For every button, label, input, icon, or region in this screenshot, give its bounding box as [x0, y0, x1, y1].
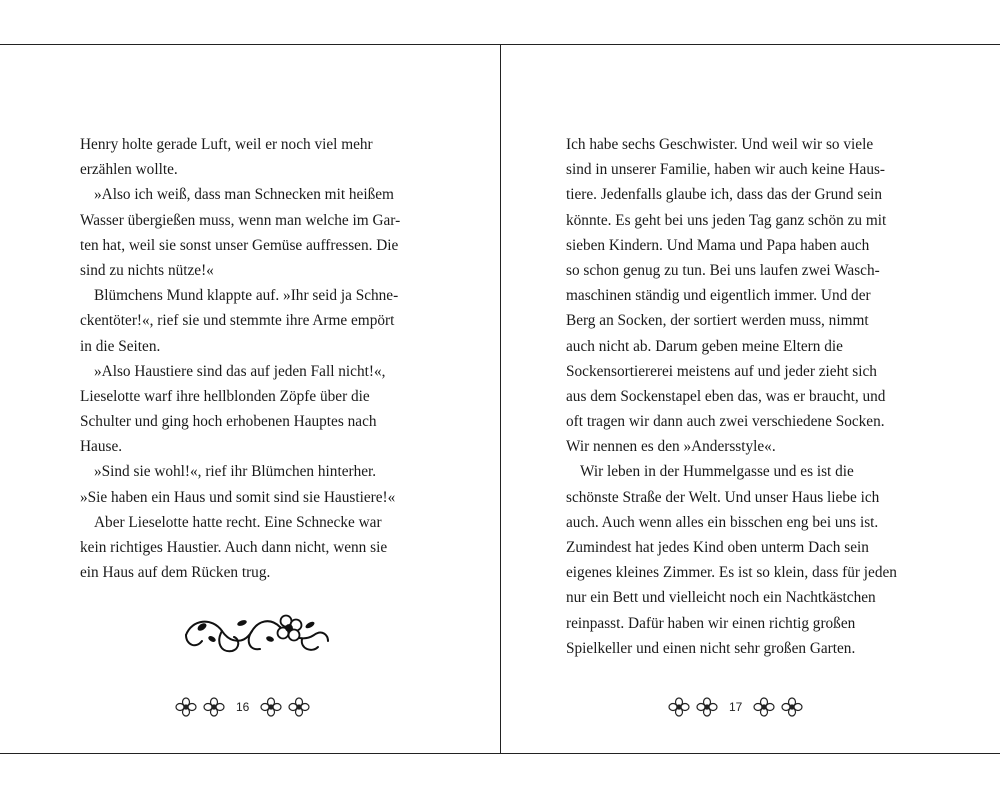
text-line: »Also ich weiß, dass man Schnecken mit heißem: [94, 186, 394, 204]
flower-icon: [287, 697, 311, 717]
text-line: ckentöter!«, rief sie und stemmte ihre Arme empört: [80, 312, 395, 330]
text-line: sind in unserer Familie, haben wir auch keine Haus-: [566, 161, 886, 179]
text-line: eigenes kleines Zimmer. Es ist so klein, dass für jeden: [566, 564, 897, 582]
right-page-footer: [665, 695, 806, 719]
text-line: Lieselotte warf ihre hellblonden Zöpfe über die: [80, 387, 370, 405]
text-line: aus dem Sockenstapel eben das, was er braucht, und: [566, 387, 886, 405]
text-line: »Sind sie wohl!«, rief ihr Blümchen hinterher.: [94, 463, 377, 481]
text-line: Wir nennen es den »Andersstyle«.: [566, 438, 776, 456]
flower-icon: [174, 697, 198, 717]
text-line: tiere. Jedenfalls glaube ich, dass das der Grund sein: [566, 186, 883, 204]
flower-icon: [752, 697, 776, 717]
text-line: ein Haus auf dem Rücken trug.: [80, 564, 271, 582]
left-page-text: [80, 132, 425, 585]
text-line: reinpasst. Dafür haben wir einen richtig großen: [566, 614, 856, 632]
text-line: Spielkeller und einen nicht sehr großen Garten.: [566, 639, 856, 657]
text-line: Wir leben in der Hummelgasse und es ist die: [580, 463, 854, 481]
text-line: kein richtiges Haustier. Auch dann nicht, wenn sie: [80, 539, 388, 556]
text-line: auch nicht ab. Darum geben meine Eltern die: [566, 337, 843, 355]
text-line: auch. Auch wenn alles ein bisschen eng bei uns ist.: [566, 513, 879, 531]
text-line: sieben Kindern. Und Mama und Papa haben auch: [566, 236, 870, 254]
text-line: Blümchens Mund klappte auf. »Ihr seid ja Schne-: [94, 287, 399, 305]
flower-icon: [667, 697, 691, 717]
flower-icon: [695, 697, 719, 717]
text-line: Ich habe sechs Geschwister. Und weil wir so viele: [566, 136, 874, 153]
flower-icon: [780, 697, 804, 717]
text-line: in die Seiten.: [80, 337, 161, 355]
text-line: Henry holte gerade Luft, weil er noch viel mehr: [80, 136, 373, 153]
text-line: oft tragen wir dann auch zwei verschiedene Socken.: [566, 413, 885, 431]
text-line: schönste Straße der Welt. Und unser Haus liebe ich: [566, 488, 880, 506]
text-line: Schulter und ging hoch erhobenen Hauptes nach: [80, 413, 377, 431]
text-line: Aber Lieselotte hatte recht. Eine Schnecke war: [94, 513, 382, 531]
text-line: erzählen wollte.: [80, 161, 178, 179]
text-line: Zumindest hat jedes Kind oben unterm Dach sein: [566, 539, 869, 556]
text-line: Berg an Socken, der sortiert werden muss, nimmt: [566, 312, 869, 330]
right-page-text: [566, 132, 911, 661]
text-line: »Sie haben ein Haus und somit sind sie Haustiere!«: [80, 488, 396, 506]
text-line: »Also Haustiere sind das auf jeden Fall nicht!«,: [94, 362, 386, 380]
text-line: ten hat, weil sie sonst unser Gemüse auffressen. Die: [80, 236, 399, 254]
left-page-footer: [172, 695, 313, 719]
page-number: 17: [729, 700, 743, 714]
page-gutter-divider: [500, 45, 501, 753]
text-line: Hause.: [80, 438, 123, 456]
flower-icon: [202, 697, 226, 717]
flower-icon: [259, 697, 283, 717]
text-line: Sockensortiererei meistens auf und jeder zieht sich: [566, 362, 877, 380]
page-number: 16: [236, 700, 250, 714]
text-line: Wasser übergießen muss, wenn man welche im Gar-: [80, 211, 401, 229]
floral-vine-ornament-icon: [182, 605, 332, 657]
text-line: so schon genug zu tun. Bei uns laufen zwei Wasch-: [566, 261, 880, 279]
text-line: sind zu nichts nütze!«: [80, 261, 214, 279]
text-line: könnte. Es geht bei uns jeden Tag ganz schön zu mit: [566, 211, 887, 229]
text-line: maschinen ständig und eigentlich immer. Und der: [566, 287, 871, 305]
text-line: nur ein Bett und vielleicht noch ein Nachtkästchen: [566, 589, 876, 607]
book-spread: [0, 44, 1000, 754]
